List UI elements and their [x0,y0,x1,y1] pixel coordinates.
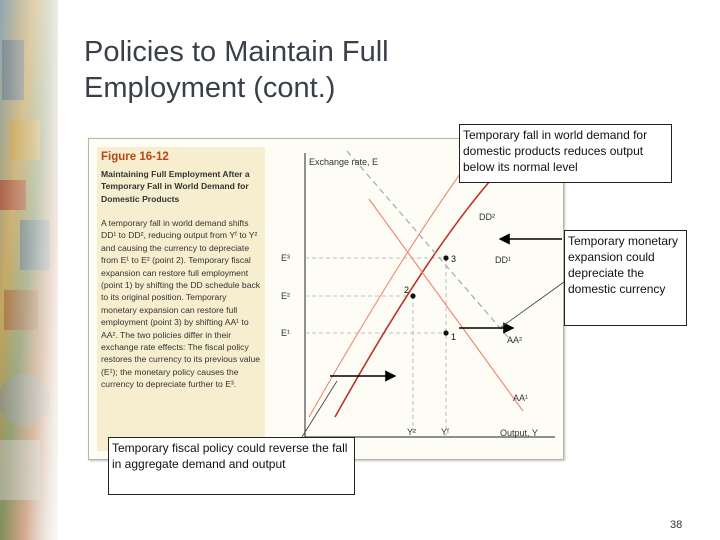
page-number: 38 [670,519,683,531]
callout-fiscal-policy: Temporary fiscal policy could reverse the fall in aggregate demand and output [108,437,355,495]
y-axis-label [309,157,378,167]
figure-label: Figure 16-12 [101,151,169,163]
point-label-1: 1 [451,332,457,342]
callout-monetary-expansion: Temporary monetary expansion could depreciate the domestic currency [564,230,687,326]
series-label-aa2: AA² [507,335,523,345]
point-label-3: 3 [451,254,457,264]
exchange-rate-output-graph [269,139,563,459]
point-2 [410,293,415,298]
figure-caption-panel [97,147,265,451]
figure-panel [88,138,564,460]
series-label-dd1: DD¹ [495,255,511,265]
x-tick-yf: Yᶠ [441,427,450,437]
decorative-collage [0,0,58,540]
y-tick-e2: E² [281,291,290,301]
point-1 [443,330,448,335]
series-label-aa1: AA¹ [513,393,529,403]
series-label-dd2: DD² [479,212,495,222]
x-axis-label: Output, Y [500,428,538,438]
figure-title: Maintaining Full Employment After a Temporary Fall in World Demand for Domestic Products [101,169,250,204]
callout-world-demand: Temporary fall in world demand for domestic products reduces output below its normal level [459,124,672,183]
point-label-2: 2 [404,285,410,295]
point-3 [443,255,448,260]
series-aa-upward [309,167,465,417]
y-axis-label-text: Exchange rate, E [309,157,379,167]
x-tick-y2: Y² [407,427,416,437]
y-tick-e3: E³ [281,253,290,263]
series-dd1 [335,173,497,417]
decorative-side-strip [0,0,58,540]
slide-title: Policies to Maintain Full Employment (cont.) [84,36,389,104]
figure-description: A temporary fall in world demand shifts DD¹ to DD², reducing output from Yᶠ to Y² and causing the currency to depreciate from E¹ to E² (point 2). Temporary fiscal expansion can restore full employment (point 1) by shifting the DD schedule back to its original position. Temporary monetary expansion can restore full employment (point 3) by shifting AA¹ to AA². The two policies differ in their exchange rate effects: The fiscal policy restores the currency to its previous value (E¹); the monetary policy causes the currency to depreciate further to E³. [101,218,261,390]
y-tick-e1: E¹ [281,328,290,338]
